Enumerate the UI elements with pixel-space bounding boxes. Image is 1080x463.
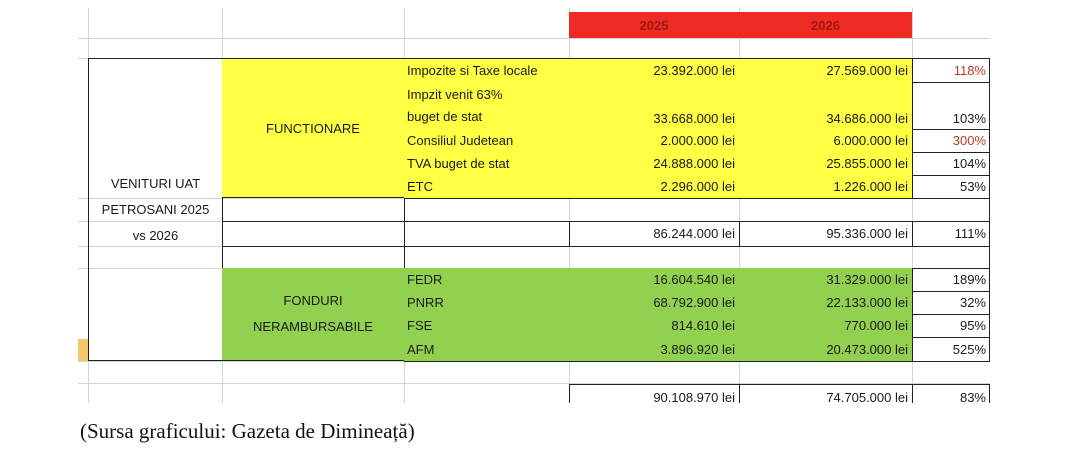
empty-cell xyxy=(404,198,990,222)
row-name-line: Impzit venit 63% xyxy=(407,86,503,102)
row-value-2026: 1.226.000 lei xyxy=(739,175,913,199)
row-value-2026: 25.855.000 lei xyxy=(739,152,913,176)
row-name: TVA buget de stat xyxy=(404,152,570,176)
row-percent: 103% xyxy=(912,82,990,130)
group-title-line: PETROSANI 2025 xyxy=(101,201,210,217)
row-percent: 525% xyxy=(912,337,990,362)
row-name: AFM xyxy=(404,337,570,362)
total-2025: 86.244.000 lei xyxy=(569,221,740,247)
row-name: Impozite si Taxe locale xyxy=(404,58,570,83)
row-percent: 53% xyxy=(912,175,990,199)
row-name xyxy=(404,82,570,130)
row-percent: 118% xyxy=(912,58,990,83)
row-value-2026: 770.000 lei xyxy=(739,314,913,338)
fonduri-label-line: NERAMBURSABILE xyxy=(253,319,373,334)
header-year-2026: 2026 xyxy=(739,12,912,38)
functionare-label: FUNCTIONARE xyxy=(222,58,405,198)
empty-cell xyxy=(404,221,570,247)
row-value-2025: 23.392.000 lei xyxy=(569,58,740,83)
spreadsheet-table xyxy=(78,8,990,403)
empty-cell xyxy=(222,246,405,269)
empty-cell xyxy=(404,246,990,269)
empty-cell xyxy=(222,221,405,247)
row-percent: 189% xyxy=(912,268,990,292)
row-percent: 104% xyxy=(912,152,990,176)
row-value-2026: 20.473.000 lei xyxy=(739,337,913,362)
row-name: PNRR xyxy=(404,291,570,315)
row-value-2025: 3.896.920 lei xyxy=(569,337,740,362)
row-name-line: buget de stat xyxy=(407,108,483,124)
row-percent: 32% xyxy=(912,291,990,315)
row-value-2025: 16.604.540 lei xyxy=(569,268,740,292)
header-year-2025: 2025 xyxy=(569,12,739,38)
group-title-line: VENITURI UAT xyxy=(110,175,201,191)
row-value-2026: 6.000.000 lei xyxy=(739,129,913,153)
fonduri-label-line: FONDURI xyxy=(283,293,343,308)
total-percent: 83% xyxy=(912,384,990,403)
row-header-highlight xyxy=(78,339,88,361)
total-2026: 74.705.000 lei xyxy=(739,384,913,403)
row-name: FSE xyxy=(404,314,570,338)
row-percent: 300% xyxy=(912,129,990,153)
empty-cell xyxy=(222,198,405,222)
row-name: ETC xyxy=(404,175,570,199)
total-2026: 95.336.000 lei xyxy=(739,221,913,247)
row-value-2026: 31.329.000 lei xyxy=(739,268,913,292)
fonduri-label xyxy=(222,268,405,361)
row-value-2026: 34.686.000 lei xyxy=(739,82,913,130)
row-percent: 95% xyxy=(912,314,990,338)
source-caption: (Sursa graficului: Gazeta de Dimineață) xyxy=(80,419,415,443)
total-percent: 111% xyxy=(912,221,990,247)
row-value-2026: 22.133.000 lei xyxy=(739,291,913,315)
group-title-line: vs 2026 xyxy=(132,227,179,243)
row-value-2025: 33.668.000 lei xyxy=(569,82,740,130)
row-name: Consiliul Judetean xyxy=(404,129,570,153)
total-2025: 90.108.970 lei xyxy=(569,384,740,403)
gridline xyxy=(78,38,990,39)
row-name: FEDR xyxy=(404,268,570,292)
group-title-cell xyxy=(88,58,223,361)
row-value-2025: 814.610 lei xyxy=(569,314,740,338)
row-value-2025: 2.000.000 lei xyxy=(569,129,740,153)
row-value-2025: 24.888.000 lei xyxy=(569,152,740,176)
row-value-2025: 68.792.900 lei xyxy=(569,291,740,315)
row-value-2026: 27.569.000 lei xyxy=(739,58,913,83)
row-value-2025: 2.296.000 lei xyxy=(569,175,740,199)
